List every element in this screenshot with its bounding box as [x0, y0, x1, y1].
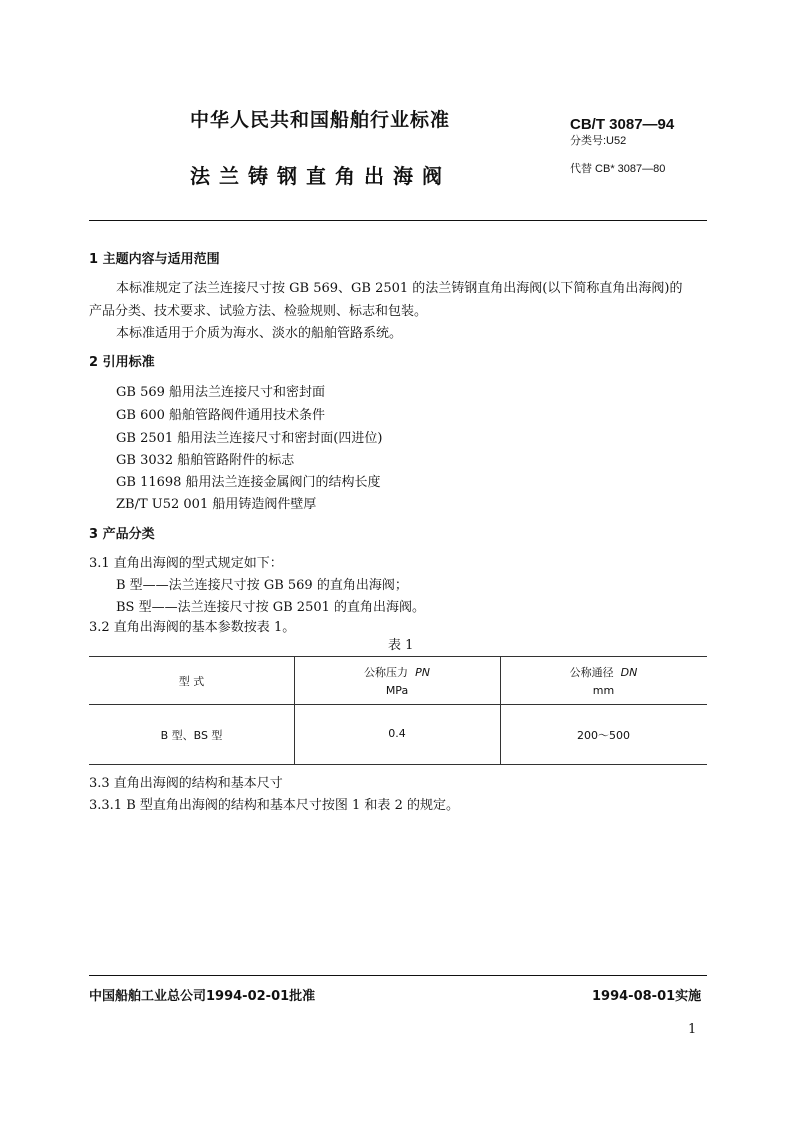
section-3-heading: 3 产品分类	[89, 527, 155, 542]
clause-3-3: 3.3 直角出海阀的结构和基本尺寸	[89, 776, 283, 791]
footer-divider	[89, 975, 707, 976]
reference-standard-item: GB 11698 船用法兰连接金属阀门的结构长度	[116, 475, 381, 490]
standard-title: 法兰铸钢直角出海阀	[190, 164, 451, 188]
classification-number: 分类号:U52	[570, 135, 627, 147]
reference-standard-item: GB 3032 船舶管路附件的标志	[116, 453, 295, 468]
nominal-diameter-label: 公称通径	[569, 666, 614, 679]
table-header-pressure-unit: MPa	[385, 684, 409, 697]
clause-3-1-type-bs: BS 型——法兰连接尺寸按 GB 2501 的直角出海阀。	[116, 600, 426, 615]
table-cell-diameter: 200～500	[577, 729, 630, 742]
reference-standard-item: GB 2501 船用法兰连接尺寸和密封面(四进位)	[116, 431, 383, 446]
clause-3-3-1: 3.3.1 B 型直角出海阀的结构和基本尺寸按图 1 和表 2 的规定。	[89, 798, 459, 813]
table-header-type: 型 式	[178, 675, 205, 688]
table-header-nominal-pressure	[294, 664, 500, 680]
section-1-paragraph-1-line-2: 产品分类、技术要求、试验方法、检验规则、标志和包装。	[89, 304, 428, 319]
table-bottom-rule	[89, 764, 707, 765]
clause-3-1-type-b: B 型——法兰连接尺寸按 GB 569 的直角出海阀；	[116, 578, 408, 593]
clause-3-2: 3.2 直角出海阀的基本参数按表 1。	[89, 620, 296, 635]
reference-standard-item: GB 569 船用法兰连接尺寸和密封面	[116, 385, 326, 400]
table-header-nominal-diameter	[500, 664, 707, 680]
effective-date: 1994-08-01实施	[592, 989, 702, 1004]
page-number: 1	[688, 1022, 697, 1037]
section-1-paragraph-1-line-1: 本标准规定了法兰连接尺寸按 GB 569、GB 2501 的法兰铸钢直角出海阀(以下简称直角出海阀)的	[116, 281, 683, 296]
section-1-paragraph-2: 本标准适用于介质为海水、淡水的船舶管路系统。	[116, 326, 403, 341]
standard-code: CB/T 3087—94	[570, 116, 675, 133]
nominal-diameter-symbol: DN	[620, 666, 638, 679]
table-1-caption: 表 1	[388, 638, 414, 653]
table-header-rule	[89, 704, 707, 705]
table-header-diameter-unit: mm	[592, 684, 615, 697]
reference-standard-item: GB 600 船舶管路阀件通用技术条件	[116, 408, 326, 423]
section-1-heading: 1 主题内容与适用范围	[89, 252, 220, 267]
section-2-heading: 2 引用标准	[89, 355, 155, 370]
clause-3-1: 3.1 直角出海阀的型式规定如下：	[89, 556, 283, 571]
nominal-pressure-symbol: PN	[415, 666, 430, 679]
table-cell-type: B 型、BS 型	[160, 729, 223, 742]
approval-statement: 中国船舶工业总公司1994-02-01批准	[89, 989, 316, 1004]
table-top-rule	[89, 656, 707, 657]
nominal-pressure-label: 公称压力	[364, 666, 409, 679]
reference-standard-item: ZB/T U52 001 船用铸造阀件壁厚	[116, 497, 317, 512]
table-cell-pressure: 0.4	[388, 727, 406, 740]
issuing-body-heading: 中华人民共和国船舶行业标准	[190, 109, 451, 131]
replaces-standard: 代替 CB* 3087—80	[570, 163, 666, 175]
header-divider	[89, 220, 707, 221]
